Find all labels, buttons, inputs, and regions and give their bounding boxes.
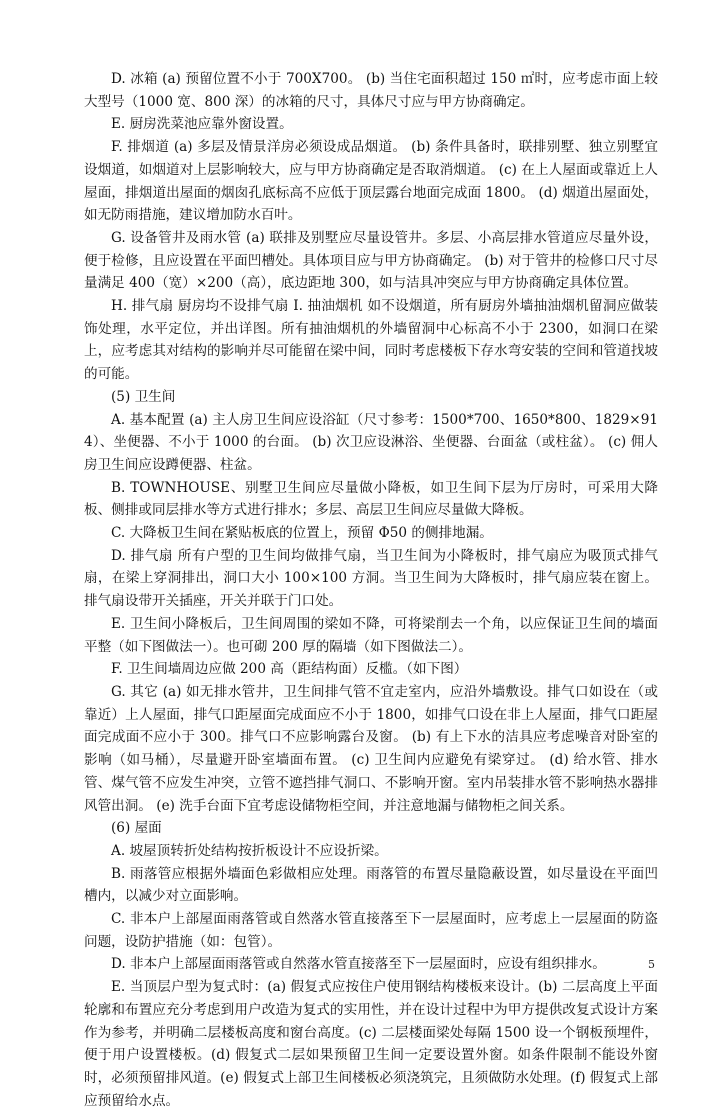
paragraph-floor-drain: C. 大降板卫生间在紧贴板底的位置上，预留 Φ50 的侧排地漏。	[111, 525, 493, 542]
paragraph-theft: C. 非本户上部屋面雨落管或自然落水管直接落至下一层屋面时，应考虑上一层屋面的防盗问题，设防护措施（如：包管）。	[84, 911, 658, 950]
paragraph-fridge: D. 冰箱 (a) 预留位置不小于 700X700。 (b) 当住宅面积超过 150 ㎡时，应考虑市面上较大型号（1000 宽、800 深）的冰箱的尺寸，具体尺寸应与甲方协商确定。	[84, 71, 658, 110]
page-number: 5	[648, 958, 655, 971]
paragraph-exhaust-hood: H. 排气扇 厨房均不设排气扇 I. 抽油烟机 如不设烟道，所有厨房外墙抽油烟机留洞应做装饰处理，水平定位，并出详图。所有抽油烟机的外墙留洞中心标高不小于 2300，如洞口在梁上，应考虑其对结构的影响并尽可能留在梁中间，同时考虑楼板下存水弯安装的空间和管道找坡的可能。	[84, 298, 658, 383]
paragraph-beam: E. 卫生间小降板后，卫生间周围的梁如不降，可将梁削去一个角，以应保证卫生间的墙面平整（如下图做法一）。也可砌 200 厚的隔墙（如下图做法二）。	[84, 615, 658, 655]
paragraph-curb: F. 卫生间墙周边应做 200 高（距结构面）反槛。（如下图）	[111, 661, 468, 678]
paragraph-bath-other: G. 其它 (a) 如无排水管井，卫生间排气管不宜走室内，应沿外墙敷设。排气口如设在（或靠近）上人屋面，排气口距屋面完成面应不小于 1800，如排气口设在非上人屋面，排气口距屋面完成面不应小于 300。排气口不应影响露台及窗。 (b) 有上下水的洁具应考虑噪音对卧室的影响（如马桶），尽量避开卧室墙面布置。 (c) 卫生间内应避免有梁穿过。 (d) 给水管、排水管、煤气管不应发生冲突，立管不遮挡排气洞口、不影响开窗。室内吊装排水管不影响热水器排风管出洞。 (e) 洗手台面下宜考虑设储物柜空间，并注意地漏与储物柜之间关系。	[84, 683, 658, 814]
paragraph-shafts: G. 设备管井及雨水管 (a) 联排及别墅应尽量设管井。多层、小高层排水管道应尽量外设，便于检修，且应设置在平面凹槽处。具体项目应与甲方协商确定。 (b) 对于管井的检修口尺寸尽量满足 400（宽）×200（高），底边距地 300，如与洁具冲突应与甲方协商确定具体位置。	[84, 229, 658, 292]
paragraph-bath-fan: D. 排气扇 所有户型的卫生间均做排气扇，当卫生间为小降板时，排气扇应为吸顶式排气扇，在梁上穿洞排出，洞口大小 100×100 方洞。当卫生间为大降板时，排气扇应装在窗上。排气扇设带开关插座，开关并联于门口处。	[84, 547, 658, 610]
paragraph-basic-config: A. 基本配置 (a) 主人房卫生间应设浴缸（尺寸参考：1500*700、1650*800、1829×914）、坐便器、不小于 1000 的台面。 (b) 次卫应设淋浴、坐便器、台面盆（或柱盆）。 (c) 佣人房卫生间应设蹲便器、柱盆。	[84, 411, 658, 473]
paragraph-drainage: D. 非本户上部屋面雨落管或自然落水管直接落至下一层屋面时，应设有组织排水。	[111, 956, 606, 973]
paragraph-townhouse: B. TOWNHOUSE、别墅卫生间应尽量做小降板，如卫生间下层为厅房时，可采用大降板、侧排或同层排水等方式进行排水；多层、高层卫生间应尽量做大降板。	[84, 479, 658, 519]
section-heading-bathroom: (5) 卫生间	[111, 388, 176, 405]
paragraph-duplex: E. 当顶层户型为复式时：(a) 假复式应按住户使用钢结构楼板来设计。(b) 二层高度上平面轮廓和布置应充分考虑到用户改造为复式的实用性，并在设计过程中为甲方提供改复式设计方案作为参考，并明确二层楼板高度和窗台高度。(c) 二层楼面梁处每隔 1500 设一个钢板预埋件，便于用户设置楼板。(d) 假复式二层如果预留卫生间一定要设置外窗。如条件限制不能设外窗时，必须预留排风道。(e) 假复式上部卫生间楼板必须浇筑完，且须做防水处理。(f) 假复式上部应预留给水点。	[84, 979, 658, 1109]
document-body	[84, 68, 658, 1112]
paragraph-sink: E. 厨房洗菜池应靠外窗设置。	[111, 116, 293, 133]
paragraph-roof-slope: A. 坡屋顶转折处结构按折板设计不应设折梁。	[111, 842, 388, 859]
section-heading-roof: (6) 屋面	[111, 820, 162, 837]
paragraph-downpipe: B. 雨落管应根据外墙面色彩做相应处理。雨落管的布置尽量隐蔽设置，如尽量设在平面凹槽内，以减少对立面影响。	[84, 865, 658, 905]
paragraph-flue: F. 排烟道 (a) 多层及情景洋房必须设成品烟道。 (b) 条件具备时，联排别墅、独立别墅宜设烟道，如烟道对上层影响较大，应与甲方协商确定是否取消烟道。 (c) 在上人屋面或靠近上人屋面，排烟道出屋面的烟囱孔底标高不应低于顶层露台地面完成面 1800。 (d) 烟道出屋面处，如无防雨措施，建议增加防水百叶。	[84, 139, 658, 224]
